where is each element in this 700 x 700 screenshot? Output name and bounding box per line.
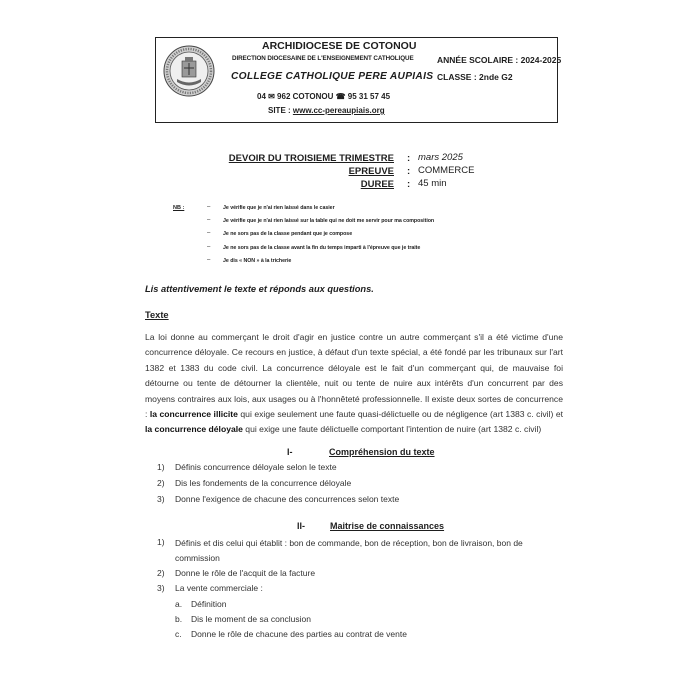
nb-item: Je vérifie que je n'ai rien laissé sur la table qui ne doit me servir pour ma composition (223, 218, 435, 224)
question-number: 2) (157, 478, 165, 488)
subquestion-text: Dis le moment de sa conclusion (191, 614, 312, 624)
devoir-label: DEVOIR DU TROISIEME TRIMESTRE (228, 153, 394, 164)
colon-separator: : (407, 153, 411, 164)
colon-separator: : (407, 179, 411, 190)
question-text: Dis les fondements de la concurrence déloyale (175, 478, 352, 488)
list-dash: – (207, 257, 211, 263)
texte-paragraph: La loi donne au commerçant le droit d'agir en justice contre un autre commerçant s'il a été victime d'une concurrence déloyale. Ce recours en justice, à défaut d'un texte spécial, a été fondé par les tribunaux sur l'art 1382 et 1383 du code civil. La concurrence déloyale est le fait d'un commerçant qui, de mauvaise foi détourne ou tente de détourner la clientèle, nuit ou tente de nuire aux intérêts d'un concurrent par des moyens contraires aux lois, aux usages ou à l'honnêteté professionnelle. Il existe deux sortes de concurrence : la concurrence illicite qui exige seulement une faute quasi-délictuelle ou de négligence (art 1383 c. civil) et la concurrence déloyale qui exige une faute délictuelle comportant l'intention de nuire (art 1382 c. civil) (145, 332, 563, 435)
epreuve-label: EPREUVE (348, 166, 394, 177)
texte-title: Texte (145, 310, 169, 320)
colon-separator: : (407, 166, 411, 177)
section1-number: I- (287, 447, 293, 457)
nb-item: Je dis « NON » à la tricherie (223, 258, 292, 264)
section1-title: Compréhension du texte (329, 447, 435, 457)
site-label: SITE : (268, 106, 293, 115)
section2-number: II- (297, 521, 305, 531)
subquestion-letter: b. (175, 614, 183, 624)
question-text: Définis concurrence déloyale selon le texte (175, 462, 337, 472)
subquestion-text: Donne le rôle de chacune des parties au contrat de vente (191, 629, 407, 639)
list-dash: – (207, 204, 211, 210)
list-dash: – (207, 217, 211, 223)
question-number: 1) (157, 537, 165, 547)
duree-label: DUREE (360, 179, 394, 190)
subquestion-letter: c. (175, 629, 182, 639)
school-year: ANNÉE SCOLAIRE : 2024-2025 (437, 55, 562, 65)
question-number: 2) (157, 568, 165, 578)
question-number: 3) (157, 583, 165, 593)
archdiocese-title: ARCHIDIOCESE DE COTONOU (262, 40, 417, 52)
duree-value: 45 min (418, 178, 447, 189)
question-text: Donne l'exigence de chacune des concurrences selon texte (175, 494, 400, 504)
instruction: Lis attentivement le texte et réponds aux questions. (145, 284, 374, 294)
site-link[interactable]: www.cc-pereaupiais.org (292, 106, 385, 115)
question-text: Donne le rôle de l'acquit de la facture (175, 568, 316, 578)
section2-title: Maitrise de connaissances (330, 521, 445, 531)
contact-info: 04 ✉ 962 COTONOU ☎ 95 31 57 45 (257, 92, 391, 101)
question-text: La vente commerciale : (175, 583, 263, 593)
nb-item: Je vérifie que je n'ai rien laissé dans le casier (223, 205, 335, 211)
devoir-date: mars 2025 (418, 152, 463, 163)
list-dash: – (207, 230, 211, 236)
list-dash: – (207, 244, 211, 250)
college-name: COLLEGE CATHOLIQUE PERE AUPIAIS (231, 71, 434, 82)
direction-name: DIRECTION DIOCESAINE DE L'ENSEIGNEMENT CATHOLIQUE (232, 55, 414, 62)
bold-term: la concurrence déloyale (145, 424, 243, 435)
nb-label: NB : (173, 205, 185, 211)
nb-item: Je ne sors pas de la classe pendant que je compose (223, 231, 353, 237)
epreuve-value: COMMERCE (418, 165, 475, 176)
class-label: CLASSE : 2nde G2 (437, 72, 513, 82)
site-row (268, 106, 385, 115)
question-number: 1) (157, 462, 165, 472)
question-text: Définis et dis celui qui établit : bon de commande, bon de réception, bon de livraison, bon de commission (175, 538, 523, 563)
nb-item: Je ne sors pas de la classe avant la fin du temps imparti à l'épreuve que je traite (223, 245, 421, 251)
subquestion-text: Définition (191, 599, 227, 609)
college-seal-logo (163, 45, 215, 97)
subquestion-letter: a. (175, 599, 183, 609)
question-number: 3) (157, 494, 165, 504)
bold-term: la concurrence illicite (149, 409, 238, 420)
